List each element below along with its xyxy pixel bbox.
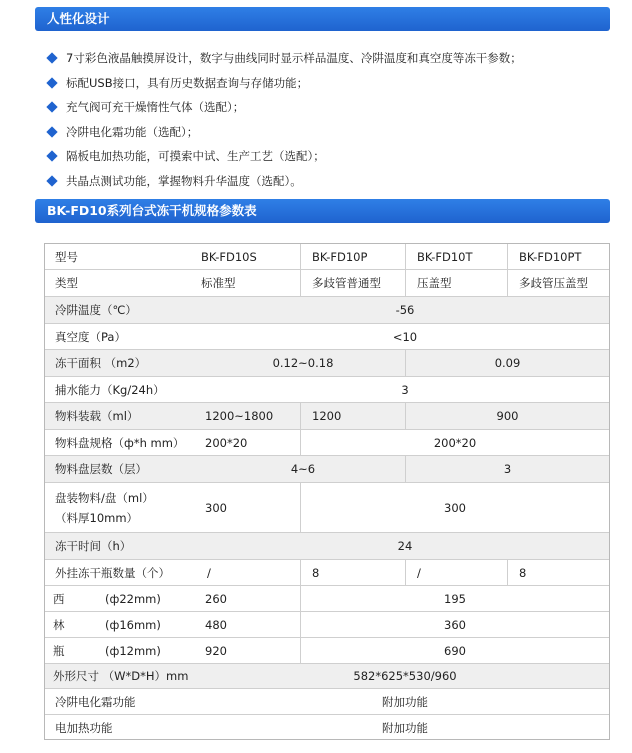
feature-text: 充气阀可充干燥惰性气体（选配）； bbox=[66, 100, 245, 115]
vial-value-2: 195 bbox=[300, 586, 609, 611]
ext-bottles-row bbox=[45, 560, 609, 586]
model-pt: BK-FD10PT bbox=[507, 244, 581, 269]
area-row bbox=[45, 350, 609, 377]
model-p: BK-FD10P bbox=[300, 244, 367, 269]
feature-text: 共晶点测试功能，掌握物料升华温度（选配）。 bbox=[66, 173, 302, 188]
diamond-bullet-icon bbox=[46, 77, 57, 88]
vial-label-char: 林 bbox=[53, 617, 65, 632]
area-label: 冻干面积 （m2） bbox=[55, 356, 147, 370]
section-header-design: 人性化设计 bbox=[35, 7, 610, 31]
tray-layers-value-1: 4~6 bbox=[290, 462, 316, 476]
tray-layers-row bbox=[45, 456, 609, 483]
feature-item bbox=[48, 169, 608, 194]
vial-row bbox=[45, 586, 609, 612]
vial-size: (ф22mm) bbox=[105, 591, 161, 606]
feature-list bbox=[48, 46, 608, 193]
defrost-row bbox=[45, 689, 609, 715]
vial-label-char: 西 bbox=[53, 591, 65, 606]
tray-material-value-2: 300 bbox=[300, 483, 609, 532]
tray-spec-row bbox=[45, 430, 609, 456]
tray-material-row bbox=[45, 483, 609, 533]
tray-material-label-line1: 盘装物料/盘（ml） bbox=[55, 490, 154, 505]
cold-trap-temp-value: -56 bbox=[395, 303, 415, 317]
model-label: 型号 bbox=[55, 249, 78, 264]
feature-text: 7寸彩色液晶触摸屏设计，数字与曲线同时显示样品温度、冷阱温度和真空度等冻干参数； bbox=[66, 51, 522, 66]
vial-size: (ф16mm) bbox=[105, 617, 161, 632]
vial-value-1: 260 bbox=[205, 591, 227, 606]
spec-table bbox=[44, 243, 610, 740]
tray-spec-value-1: 200*20 bbox=[205, 435, 248, 450]
feature-item bbox=[48, 120, 608, 145]
dry-time-row bbox=[45, 533, 609, 560]
heating-row bbox=[45, 715, 609, 740]
tray-material-label bbox=[55, 483, 154, 532]
tray-spec-value-2: 200*20 bbox=[300, 430, 609, 455]
vacuum-row bbox=[45, 324, 609, 350]
tray-layers-value-2: 3 bbox=[405, 456, 609, 482]
type-label: 类型 bbox=[55, 276, 78, 290]
ext-bottles-value-2: 8 bbox=[300, 560, 319, 585]
type-t: 压盖型 bbox=[405, 270, 452, 296]
ext-bottles-value-4: 8 bbox=[507, 560, 526, 585]
vial-value-2: 690 bbox=[300, 638, 609, 663]
diamond-bullet-icon bbox=[46, 126, 57, 137]
loading-label: 物料装载（ml） bbox=[55, 409, 139, 423]
model-s: BK-FD10S bbox=[201, 249, 257, 264]
defrost-label: 冷阱电化霜功能 bbox=[55, 694, 136, 709]
heating-label: 电加热功能 bbox=[55, 720, 113, 735]
dimensions-value: 582*625*530/960 bbox=[353, 669, 457, 683]
capacity-label: 捕水能力（Kg/24h） bbox=[55, 382, 165, 397]
diamond-bullet-icon bbox=[46, 151, 57, 162]
dry-time-label: 冻干时间（h） bbox=[55, 539, 132, 553]
heating-value: 附加功能 bbox=[382, 720, 428, 735]
vial-row bbox=[45, 638, 609, 664]
feature-text: 冷阱电化霜功能（选配）； bbox=[66, 124, 199, 139]
type-s: 标准型 bbox=[201, 276, 236, 290]
vial-row bbox=[45, 612, 609, 638]
feature-item bbox=[48, 95, 608, 120]
feature-text: 标配USB接口，具有历史数据查询与存储功能； bbox=[66, 75, 309, 90]
loading-value-1: 1200~1800 bbox=[205, 409, 274, 423]
vacuum-value: <10 bbox=[392, 329, 418, 344]
loading-value-2: 1200 bbox=[300, 403, 341, 429]
vial-label-char: 瓶 bbox=[53, 643, 65, 658]
cold-trap-temp-row bbox=[45, 297, 609, 324]
feature-item bbox=[48, 144, 608, 169]
model-t: BK-FD10T bbox=[405, 244, 473, 269]
loading-row bbox=[45, 403, 609, 430]
ext-bottles-value-1: / bbox=[207, 565, 211, 580]
area-value-1: 0.12~0.18 bbox=[272, 356, 334, 370]
ext-bottles-value-3: / bbox=[405, 560, 421, 585]
area-value-2: 0.09 bbox=[405, 350, 609, 376]
tray-layers-label: 物料盘层数（层） bbox=[55, 462, 147, 476]
feature-text: 隔板电加热功能，可摸索中试、生产工艺（选配）； bbox=[66, 149, 325, 164]
tray-material-label-line2: （料厚10mm） bbox=[55, 510, 139, 525]
defrost-value: 附加功能 bbox=[382, 694, 428, 709]
loading-value-3: 900 bbox=[405, 403, 609, 429]
type-p: 多歧管普通型 bbox=[300, 270, 381, 296]
ext-bottles-label: 外挂冻干瓶数量（个） bbox=[55, 565, 170, 580]
vial-value-1: 480 bbox=[205, 617, 227, 632]
dimensions-row bbox=[45, 664, 609, 689]
tray-spec-label: 物料盘规格（ф*h mm） bbox=[55, 435, 185, 450]
vial-value-2: 360 bbox=[300, 612, 609, 637]
dry-time-value: 24 bbox=[397, 539, 413, 553]
diamond-bullet-icon bbox=[46, 102, 57, 113]
cold-trap-temp-label: 冷阱温度（℃） bbox=[55, 303, 137, 317]
vial-size: (ф12mm) bbox=[105, 643, 161, 658]
section-header-spec: BK-FD10系列台式冻干机规格参数表 bbox=[35, 199, 610, 223]
type-pt: 多歧管压盖型 bbox=[507, 270, 588, 296]
vacuum-label: 真空度（Pa） bbox=[55, 329, 126, 344]
model-row bbox=[45, 244, 609, 270]
type-row bbox=[45, 270, 609, 297]
diamond-bullet-icon bbox=[46, 53, 57, 64]
vial-value-1: 920 bbox=[205, 643, 227, 658]
tray-material-value-1: 300 bbox=[205, 500, 227, 515]
diamond-bullet-icon bbox=[46, 175, 57, 186]
feature-item bbox=[48, 46, 608, 71]
feature-item bbox=[48, 71, 608, 96]
capacity-value: 3 bbox=[401, 382, 409, 397]
dimensions-label: 外形尺寸 （W*D*H）mm bbox=[53, 669, 189, 683]
capacity-row bbox=[45, 377, 609, 403]
